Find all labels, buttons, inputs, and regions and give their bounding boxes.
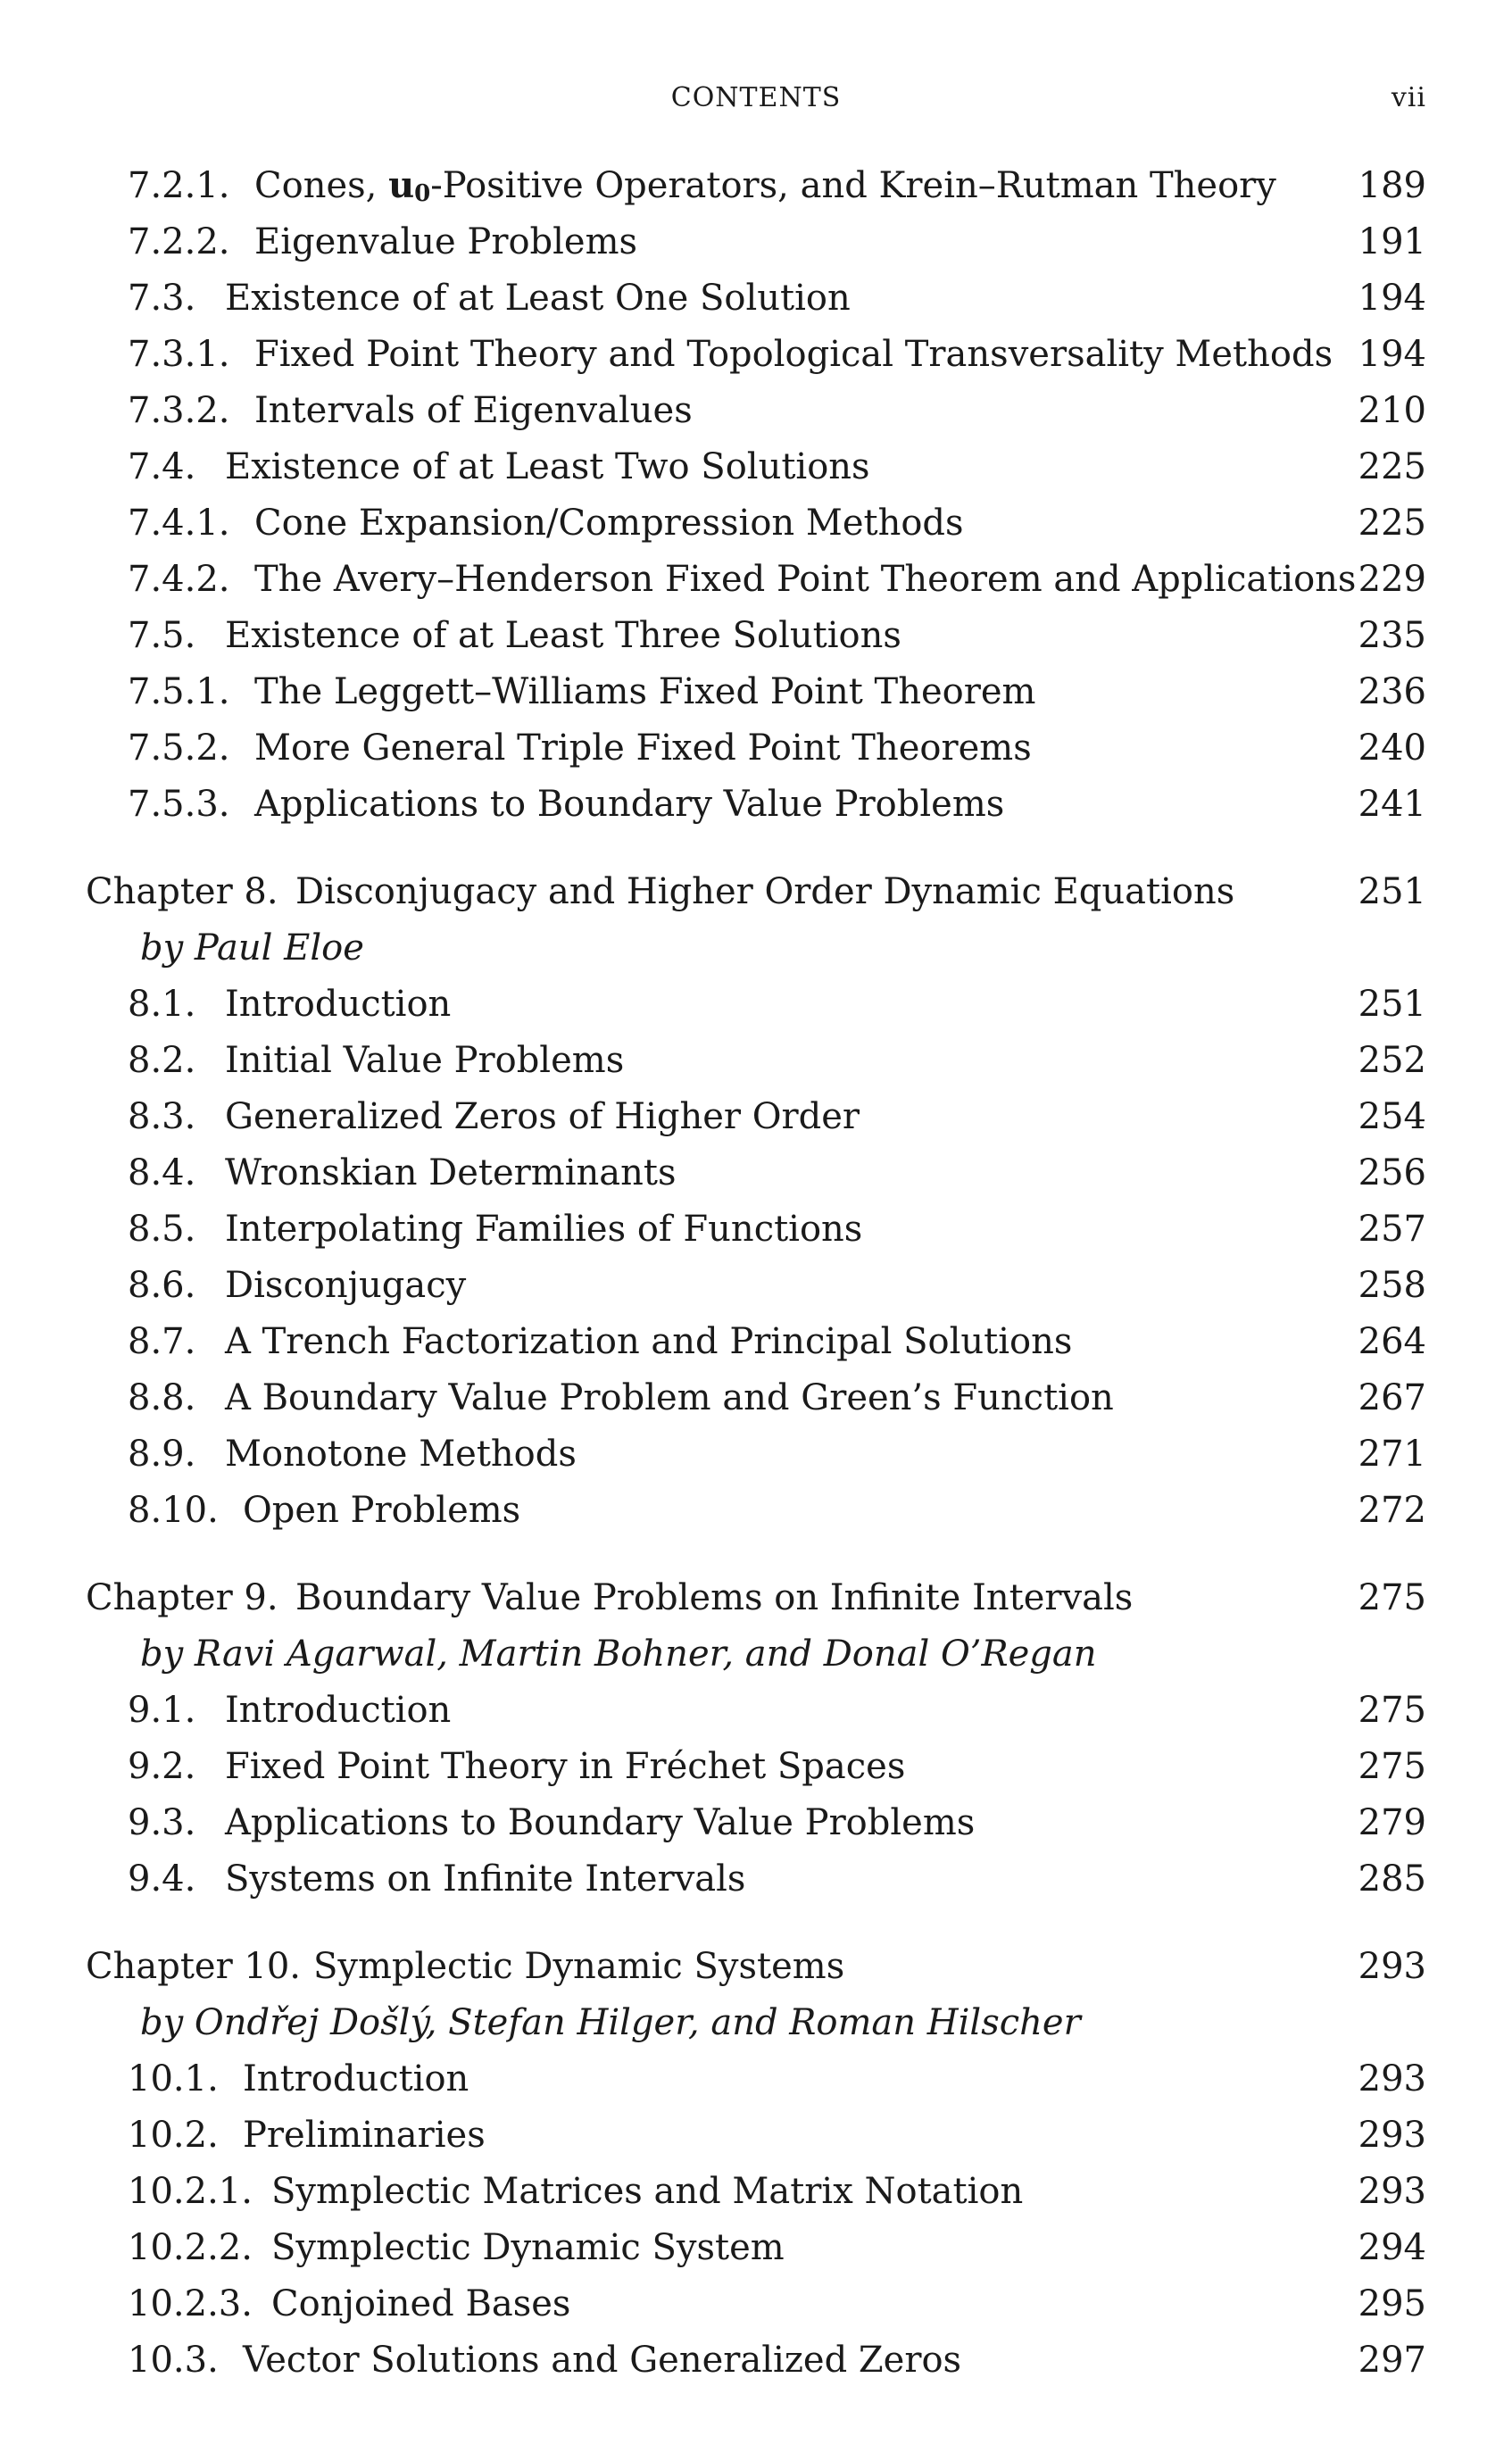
section-title: Disconjugacy [225, 1265, 467, 1306]
toc-entry[interactable] [0, 2107, 1512, 2164]
section-title: Initial Value Problems [225, 1040, 625, 1081]
section-title: Eigenvalue Problems [254, 221, 638, 262]
section-title: The Leggett–Williams Fixed Point Theorem [254, 671, 1036, 712]
section-title: Fixed Point Theory and Topological Transversality Methods [254, 334, 1333, 375]
section-number: 8.1. [128, 984, 196, 1025]
section-title: More General Triple Fixed Point Theorems [254, 727, 1032, 769]
chapter-entry-10[interactable] [0, 1938, 1512, 1995]
section-number: 10.2. [128, 2115, 219, 2156]
section-title: Introduction [225, 1690, 452, 1731]
section-number: 9.4. [128, 1858, 196, 1900]
page-number: 285 [1358, 1858, 1426, 1900]
section-title: Wronskian Determinants [225, 1152, 677, 1193]
section-number: 7.5.2. [128, 727, 230, 769]
chapter-title: Boundary Value Problems on Infinite Intervals [295, 1577, 1134, 1618]
toc-entry[interactable] [0, 1088, 1512, 1145]
chapter-entry-9[interactable] [0, 1569, 1512, 1626]
section-number: 7.5.3. [128, 784, 230, 825]
toc-entry[interactable] [0, 607, 1512, 664]
toc-entry[interactable] [0, 776, 1512, 833]
page-number: 271 [1358, 1434, 1426, 1475]
page-number: 191 [1358, 221, 1426, 262]
page-number: 275 [1358, 1746, 1426, 1787]
chapter-label: Chapter 8. [86, 871, 278, 912]
section-number: 8.10. [128, 1490, 219, 1531]
section-number: 7.5.1. [128, 671, 230, 712]
section-number: 8.6. [128, 1265, 196, 1306]
toc-entry[interactable] [0, 270, 1512, 327]
toc-entry[interactable] [0, 551, 1512, 608]
toc-entry[interactable] [0, 213, 1512, 270]
toc-entry[interactable] [0, 1032, 1512, 1089]
section-number: 8.5. [128, 1209, 196, 1250]
section-title: A Trench Factorization and Principal Solutions [225, 1321, 1073, 1362]
toc-entry[interactable] [0, 326, 1512, 383]
toc-entry[interactable] [0, 1482, 1512, 1539]
author-line: by Ravi Agarwal, Martin Bohner, and Donal O’Regan [140, 1634, 1097, 1675]
chapter-byline [0, 919, 1512, 977]
chapter-label: Chapter 9. [86, 1577, 278, 1618]
chapter-title: Disconjugacy and Higher Order Dynamic Equations [295, 871, 1235, 912]
section-title: Open Problems [243, 1490, 521, 1531]
section-number: 7.4.1. [128, 503, 230, 544]
toc-entry[interactable] [0, 1257, 1512, 1314]
page-number: 293 [1358, 2171, 1426, 2212]
section-title: Symplectic Dynamic System [271, 2227, 785, 2268]
chapter-byline [0, 1625, 1512, 1683]
section-title: Existence of at Least Three Solutions [225, 615, 901, 656]
section-number: 10.2.2. [128, 2227, 253, 2268]
section-number: 8.3. [128, 1096, 196, 1137]
page-number: 194 [1358, 334, 1426, 375]
chapter-label: Chapter 10. [86, 1946, 302, 1987]
page-number: 297 [1358, 2340, 1426, 2381]
section-title: A Boundary Value Problem and Green’s Function [225, 1377, 1114, 1418]
page-number: 295 [1358, 2283, 1426, 2324]
page-number: 264 [1358, 1321, 1426, 1362]
toc-entry[interactable] [0, 2275, 1512, 2332]
running-head [0, 82, 1512, 118]
section-title: Vector Solutions and Generalized Zeros [243, 2340, 962, 2381]
toc-entry[interactable] [0, 2219, 1512, 2276]
page-number: 275 [1358, 1690, 1426, 1731]
page-number: 275 [1358, 1577, 1426, 1618]
toc-entry[interactable] [0, 495, 1512, 552]
page-number: 194 [1358, 278, 1426, 319]
toc-entry[interactable] [0, 157, 1512, 214]
page-number: 241 [1358, 784, 1426, 825]
section-number: 8.4. [128, 1152, 196, 1193]
page-number: 279 [1358, 1802, 1426, 1843]
toc-entry[interactable] [0, 719, 1512, 777]
page-number: 293 [1358, 1946, 1426, 1987]
section-number: 7.3. [128, 278, 196, 319]
section-number: 10.2.3. [128, 2283, 253, 2324]
page-number: 252 [1358, 1040, 1426, 1081]
section-title: Existence of at Least Two Solutions [225, 446, 870, 487]
toc-entry[interactable] [0, 382, 1512, 439]
section-title: Generalized Zeros of Higher Order [225, 1096, 860, 1137]
page-number: 258 [1358, 1265, 1426, 1306]
page-number: 293 [1358, 2058, 1426, 2099]
page-number: 210 [1358, 390, 1426, 431]
toc-entry[interactable] [0, 663, 1512, 720]
page-number: 251 [1358, 984, 1426, 1025]
page-number: 256 [1358, 1152, 1426, 1193]
chapter-title: Symplectic Dynamic Systems [313, 1946, 845, 1987]
page-number: 236 [1358, 671, 1426, 712]
toc-entry[interactable] [0, 438, 1512, 495]
section-title: Interpolating Families of Functions [225, 1209, 863, 1250]
page-number: 235 [1358, 615, 1426, 656]
page-number: 254 [1358, 1096, 1426, 1137]
section-title: Existence of at Least One Solution [225, 278, 851, 319]
toc-entry[interactable] [0, 1313, 1512, 1370]
section-title: Introduction [225, 984, 452, 1025]
section-title: Applications to Boundary Value Problems [254, 784, 1005, 825]
section-title: Conjoined Bases [271, 2283, 571, 2324]
section-title: Introduction [243, 2058, 469, 2099]
page-number: 240 [1358, 727, 1426, 769]
section-title: Fixed Point Theory in Fréchet Spaces [225, 1746, 906, 1787]
page-number: 189 [1358, 165, 1426, 206]
section-title: The Avery–Henderson Fixed Point Theorem and Applications [254, 559, 1357, 600]
page-number: 229 [1358, 559, 1426, 600]
chapter-byline [0, 1994, 1512, 2051]
toc-entry[interactable] [0, 976, 1512, 1033]
section-number: 8.8. [128, 1377, 196, 1418]
section-number: 10.2.1. [128, 2171, 253, 2212]
section-number: 9.3. [128, 1802, 196, 1843]
section-number: 7.2.1. [128, 165, 230, 206]
toc-entry[interactable] [0, 1426, 1512, 1483]
running-title: CONTENTS [670, 82, 842, 113]
toc-entry[interactable] [0, 1682, 1512, 1739]
section-number: 10.1. [128, 2058, 219, 2099]
author-line: by Paul Eloe [140, 927, 364, 969]
chapter-entry-8[interactable] [0, 863, 1512, 920]
section-number: 8.9. [128, 1434, 196, 1475]
toc-entry[interactable] [0, 1369, 1512, 1426]
section-number: 9.1. [128, 1690, 196, 1731]
section-number: 7.3.2. [128, 390, 230, 431]
section-title: Systems on Infinite Intervals [225, 1858, 746, 1900]
page-number: 225 [1358, 446, 1426, 487]
page-number: 272 [1358, 1490, 1426, 1531]
toc-entry[interactable] [0, 1144, 1512, 1201]
section-number: 7.5. [128, 615, 196, 656]
section-number: 10.3. [128, 2340, 219, 2381]
section-number: 7.4. [128, 446, 196, 487]
section-number: 8.7. [128, 1321, 196, 1362]
toc-entry[interactable] [0, 2163, 1512, 2220]
section-title: Intervals of Eigenvalues [254, 390, 693, 431]
section-number: 7.3.1. [128, 334, 230, 375]
toc-entry[interactable] [0, 2332, 1512, 2389]
toc-entry[interactable] [0, 2050, 1512, 2108]
page-number: 257 [1358, 1209, 1426, 1250]
section-title: Cone Expansion/Compression Methods [254, 503, 964, 544]
toc-entry[interactable] [0, 1850, 1512, 1908]
section-number: 8.2. [128, 1040, 196, 1081]
page-number: 225 [1358, 503, 1426, 544]
toc-entry[interactable] [0, 1738, 1512, 1795]
page-number: 293 [1358, 2115, 1426, 2156]
section-number: 7.4.2. [128, 559, 230, 600]
page-number: 294 [1358, 2227, 1426, 2268]
toc-entry[interactable] [0, 1201, 1512, 1258]
section-title: Symplectic Matrices and Matrix Notation [271, 2171, 1024, 2212]
section-title: Cones, u0-Positive Operators, and Krein–Rutman Theory [254, 164, 1276, 207]
page-number: 267 [1358, 1377, 1426, 1418]
section-title: Monotone Methods [225, 1434, 577, 1475]
toc-entry[interactable] [0, 1794, 1512, 1851]
page-number: 251 [1358, 871, 1426, 912]
section-number: 9.2. [128, 1746, 196, 1787]
section-number: 7.2.2. [128, 221, 230, 262]
author-line: by Ondřej Došlý, Stefan Hilger, and Roman Hilscher [140, 2002, 1081, 2043]
section-title: Preliminaries [243, 2115, 486, 2156]
running-page-number: vii [1391, 82, 1426, 113]
section-title: Applications to Boundary Value Problems [225, 1802, 976, 1843]
